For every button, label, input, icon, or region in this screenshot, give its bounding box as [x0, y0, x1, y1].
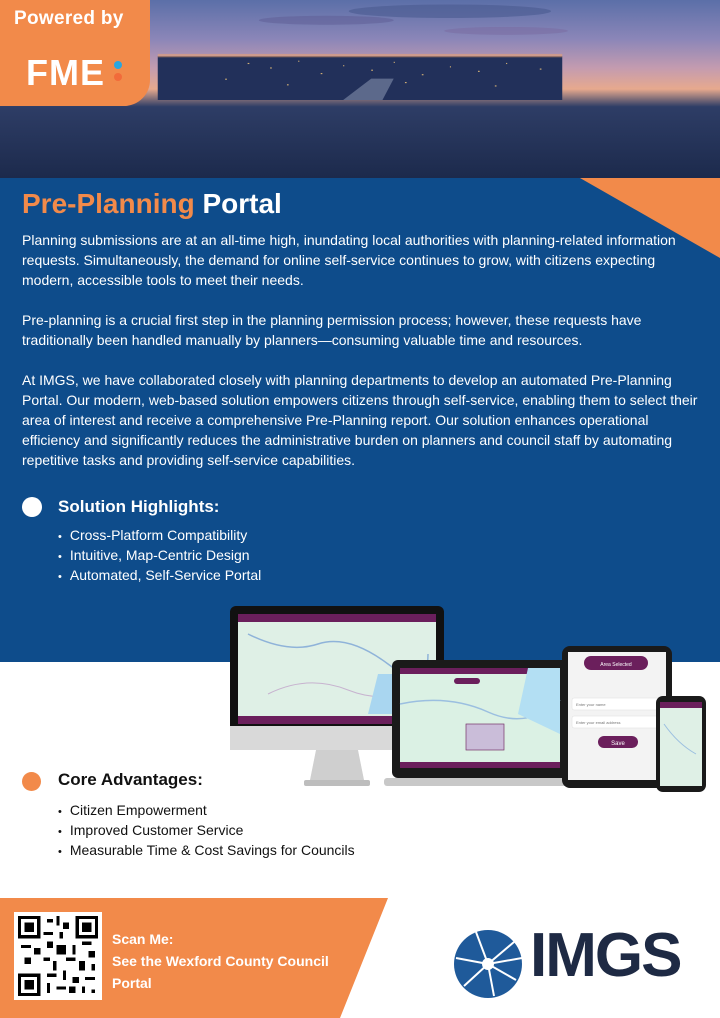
phone-graphic — [656, 696, 706, 792]
list-item: • Citizen Empowerment — [58, 800, 355, 820]
highlights-list — [58, 525, 261, 585]
save-button-text: Save — [611, 741, 625, 747]
scan-me-title: Scan Me: — [112, 931, 174, 947]
advantages-bullet-icon — [22, 772, 41, 791]
powered-by-fme-badge — [0, 0, 150, 106]
fme-logo-dots — [114, 61, 124, 85]
list-item: • Intuitive, Map-Centric Design — [58, 545, 261, 565]
intro-paragraph-3: At IMGS, we have collaborated closely with planning departments to develop an automated Pre-Planning Portal. Our modern, web-based solution empowers citizens through self-service, enabling them to select their area of interest and receive a comprehensive Pre-Planning report. Our solution enhances operational efficiency and significantly reduces the administrative burden on planners and council staff by automating repetitive tasks and providing self-service capabilities. — [22, 372, 698, 468]
highlights-bullet-icon — [22, 497, 42, 517]
list-item: • Cross-Platform Compatibility — [58, 525, 261, 545]
hero-cityscape-image — [0, 0, 720, 178]
scan-me-description: See the Wexford County Council Portal — [112, 953, 329, 991]
list-item: • Improved Customer Service — [58, 820, 355, 840]
list-item: • Automated, Self-Service Portal — [58, 565, 261, 585]
imgs-logo-text: IMGS — [530, 921, 681, 990]
advantages-list — [58, 800, 355, 860]
name-placeholder-text: Enter your name — [576, 702, 606, 707]
list-item: • Measurable Time & Cost Savings for Councils — [58, 840, 355, 860]
intro-paragraph-1: Planning submissions are at an all-time high, inundating local authorities with planning-related information requests. Simultaneously, the demand for online self-service continues to grow, with citizens expecting modern, accessible tools to meet their needs. — [22, 232, 676, 288]
qr-code[interactable] — [14, 912, 102, 1000]
tablet-graphic — [562, 646, 672, 788]
device-mockups-image — [228, 604, 712, 796]
powered-by-label: Powered by — [14, 8, 124, 29]
page-title — [22, 188, 282, 220]
qr-code-graphic — [18, 916, 98, 996]
title-accent: Pre-Planning — [22, 188, 195, 219]
title-rest: Portal — [202, 188, 282, 219]
intro-paragraph-2: Pre-planning is a crucial first step in the planning permission process; however, these requests have traditionally been handled manually by planners—consuming valuable time and resources. — [22, 312, 642, 348]
highlights-heading: Solution Highlights: — [58, 497, 220, 516]
fme-logo: FME — [26, 52, 105, 93]
scan-me-text — [112, 928, 372, 994]
email-placeholder-text: Enter your email address — [576, 720, 621, 725]
laptop-graphic — [384, 660, 576, 786]
tablet-header-text: Area Selected — [600, 662, 632, 668]
advantages-heading: Core Advantages: — [58, 770, 203, 789]
